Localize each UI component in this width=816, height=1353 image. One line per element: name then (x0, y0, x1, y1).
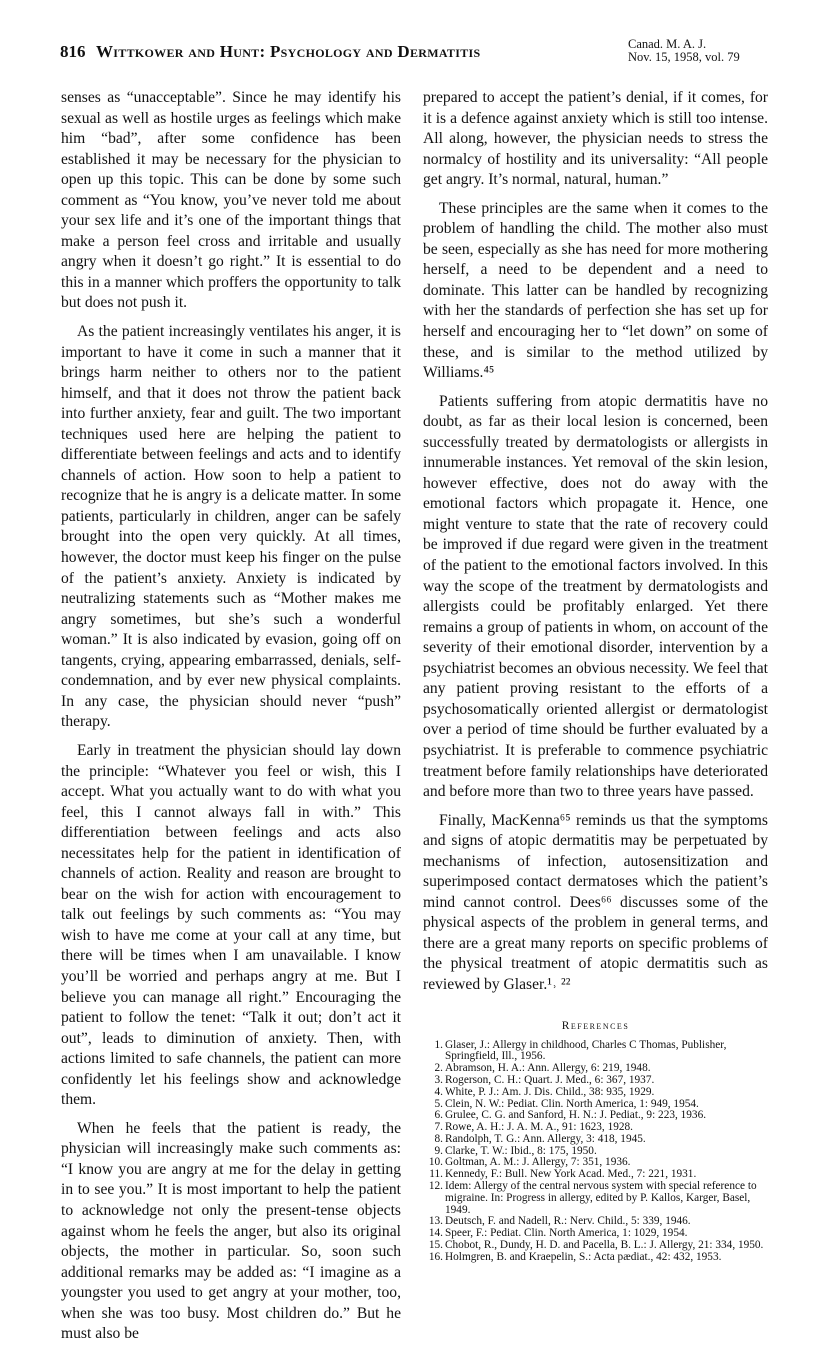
paragraph: prepared to accept the patient’s denial, if it comes, for it is a defence against anxiety which is still too intense. All along, however, the physician needs to stress the normalcy of hostility and its universality: “All people get angry. It’s normal, natural, human.” (423, 89, 768, 189)
paragraph: These principles are the same when it comes to the problem of handling the child. The mother also must be seen, especially as she has need for more mothering herself, a need to be dependent and a need to dominate. This latter can be handled by recognizing with her the standards of perfection she has set up for herself and encouraging her to “let down” on some of these, and is similar to the method utilized by Williams.⁴⁵ (423, 199, 768, 382)
paragraph: Patients suffering from atopic dermatitis have no doubt, as far as their local lesion is concerned, been successfully treated by dermatologists or allergists in innumerable instances. Yet removal of the skin lesion, however effective, does not do away with the emotional factors which propagate it. Hence, one might venture to state that the rate of recovery could be improved if due regard were given in the treatment of the patient to the emotional factors involved. In this way the scope of the treatment by dermatologists and allergists could be profitably enlarged. Yet there remains a group of patients in whom, on account of the severity of their emotional disorder, intervention by a psychiatrist becomes an obvious necessity. We feel that any patient proving resistant to the efforts of a psychosomatically oriented allergist or dermatologist over a period of time should be further evaluated by a psychiatrist. It is preferable to commence psychiatric treatment before family relationships have deteriorated and before more than two to three years have passed. (423, 392, 768, 801)
reference-number: 6. (434, 1109, 443, 1122)
paragraph: senses as “unacceptable”. Since he may identify his sexual as well as hostile urges as feelings which make him “bad”, after some confidence has been established it may be necessary for the physician to open up this topic. This can be done by some such comment as “You know, you’ve never told me about your sex life and it’s one of the important things that make a person feel cross and irritable and usually angry when it doesn’t go right.” It is essential to do this in a manner which proffers the opportunity to talk but does not push it. (61, 89, 401, 312)
reference-text: Speer, F.: Pediat. Clin. North America, 1: 1029, 1954. (445, 1227, 688, 1240)
reference-number: 13. (428, 1215, 443, 1228)
reference-item (423, 1252, 768, 1264)
reference-text: Glaser, J.: Allergy in childhood, Charles C Thomas, Publisher, Springfield, Ill., 1956. (445, 1038, 727, 1063)
reference-number: 12. (428, 1180, 443, 1193)
reference-text: Idem: Allergy of the central nervous system with special reference to migraine. In: Progress in allergy, edited by P. Kallos, Karger, Basel, 1949. (445, 1180, 757, 1216)
reference-number: 1. (434, 1038, 443, 1051)
paragraph: When he feels that the patient is ready, the physician will increasingly make such comments as: “I know you are angry at me for the delay in getting in to see you.” It is most important to help the patient to acknowledge not only the present-tense objects against whom he feels the anger, but also its original objects, the mother in particular. So, soon such additional remarks may be added as: “I imagine as a youngster you used to get angry at your mother, too, when she was too busy. Most children do.” But he must also be (61, 1119, 401, 1343)
reference-number: 14. (428, 1227, 443, 1240)
reference-text: Randolph, T. G.: Ann. Allergy, 3: 418, 1945. (445, 1132, 646, 1145)
reference-list (423, 1040, 768, 1264)
reference-number: 9. (434, 1144, 443, 1157)
reference-text: White, P. J.: Am. J. Dis. Child., 38: 935, 1929. (445, 1085, 655, 1098)
reference-number: 3. (434, 1073, 443, 1086)
journal-date-volume: Nov. 15, 1958, vol. 79 (628, 50, 740, 64)
reference-text: Deutsch, F. and Nadell, R.: Nerv. Child., 5: 339, 1946. (445, 1215, 691, 1228)
reference-number: 2. (434, 1062, 443, 1075)
paragraph: Finally, MacKenna⁶⁵ reminds us that the symptoms and signs of atopic dermatitis may be perpetuated by mechanisms of infection, autosensitization and superimposed contact dermatoses which the patient’s mind cannot control. Dees⁶⁶ discusses some of the physical aspects of the problem in general terms, and there are a great many reports on specific problems of the physical treatment of atopic dermatitis such as reviewed by Glaser.¹˒ ²² (423, 811, 768, 993)
reference-number: 7. (434, 1121, 443, 1134)
reference-number: 15. (428, 1239, 443, 1252)
reference-text: Kennedy, F.: Bull. New York Acad. Med., 7: 221, 1931. (445, 1168, 697, 1181)
reference-number: 8. (434, 1132, 443, 1145)
reference-text: Rogerson, C. H.: Quart. J. Med., 6: 367, 1937. (445, 1073, 655, 1086)
reference-text: Clarke, T. W.: Ibid., 8: 175, 1950. (445, 1144, 597, 1157)
page-number: 816 (60, 42, 86, 61)
reference-text: Grulee, C. G. and Sanford, H. N.: J. Pediat., 9: 223, 1936. (445, 1109, 707, 1122)
reference-number: 10. (428, 1156, 443, 1169)
reference-item (423, 1181, 768, 1216)
right-column (423, 88, 768, 1264)
journal-name: Canad. M. A. J. (628, 37, 707, 51)
reference-text: Goltman, A. M.: J. Allergy, 7: 351, 1936. (445, 1156, 631, 1169)
running-title: Wittkower and Hunt: Psychology and Dermatitis (96, 42, 481, 61)
reference-text: Chobot, R., Dundy, H. D. and Pacella, B. L.: J. Allergy, 21: 334, 1950. (445, 1239, 764, 1252)
page-header (60, 34, 768, 84)
left-column (61, 88, 401, 1353)
reference-number: 5. (434, 1097, 443, 1110)
reference-text: Clein, N. W.: Pediat. Clin. North America, 1: 949, 1954. (445, 1097, 699, 1110)
paragraph: As the patient increasingly ventilates his anger, it is important to have it come in such a manner that it brings harm neither to others nor to the patient himself, and that it does not throw the patient back into further anxiety, fear and guilt. The two important techniques used here are helping the patient to differentiate between feelings and acts and to identify channels of action. How soon to help a patient to recognize that he is angry is a delicate matter. In some patients, particularly in children, anger can be safely brought into the open very quickly. At all times, however, the doctor must keep his finger on the pulse of the patient’s anxiety. Anxiety is indicated by neutralizing statements such as “Mother makes me angry sometimes, but she’s such a wonderful woman.” It is also indicated by evasion, going off on tangents, crying, appearing embarrassed, denials, self-condemnation, and by ever new physical complaints. In any case, the physician should never “push” therapy. (61, 323, 401, 731)
reference-number: 4. (434, 1085, 443, 1098)
reference-number: 11. (429, 1168, 443, 1181)
reference-text: Abramson, H. A.: Ann. Allergy, 6: 219, 1948. (445, 1062, 651, 1075)
paragraph: Early in treatment the physician should lay down the principle: “Whatever you feel or wish, this I accept. What you actually want to do with what you feel, this I cannot always fall in with.” This differentiation between feelings and acts also necessitates help for the patient in identification of channels of action. Reality and reason are brought to bear on the wish for action with encouragement to talk out feelings by such comments as: “You may wish to have me come at your call at any time, but there will be times when I am unavailable. I know you’ll be worried and perhaps angry at me. But I believe you can manage all right.” Encouraging the patient to follow the tenet: “Talk it out; don’t act it out”, leads to diminution of anxiety. Then, with actions limited to safe channels, the patient can more confidently let his feelings show and acknowledge them. (61, 741, 401, 1109)
references-heading: References (561, 1019, 630, 1032)
reference-text: Holmgren, B. and Kraepelin, S.: Acta pædiat., 42: 432, 1953. (445, 1250, 722, 1263)
journal-citation (628, 38, 768, 64)
reference-number: 16. (428, 1250, 443, 1263)
reference-item (423, 1040, 768, 1064)
reference-text: Rowe, A. H.: J. A. M. A., 91: 1623, 1928. (445, 1121, 633, 1134)
